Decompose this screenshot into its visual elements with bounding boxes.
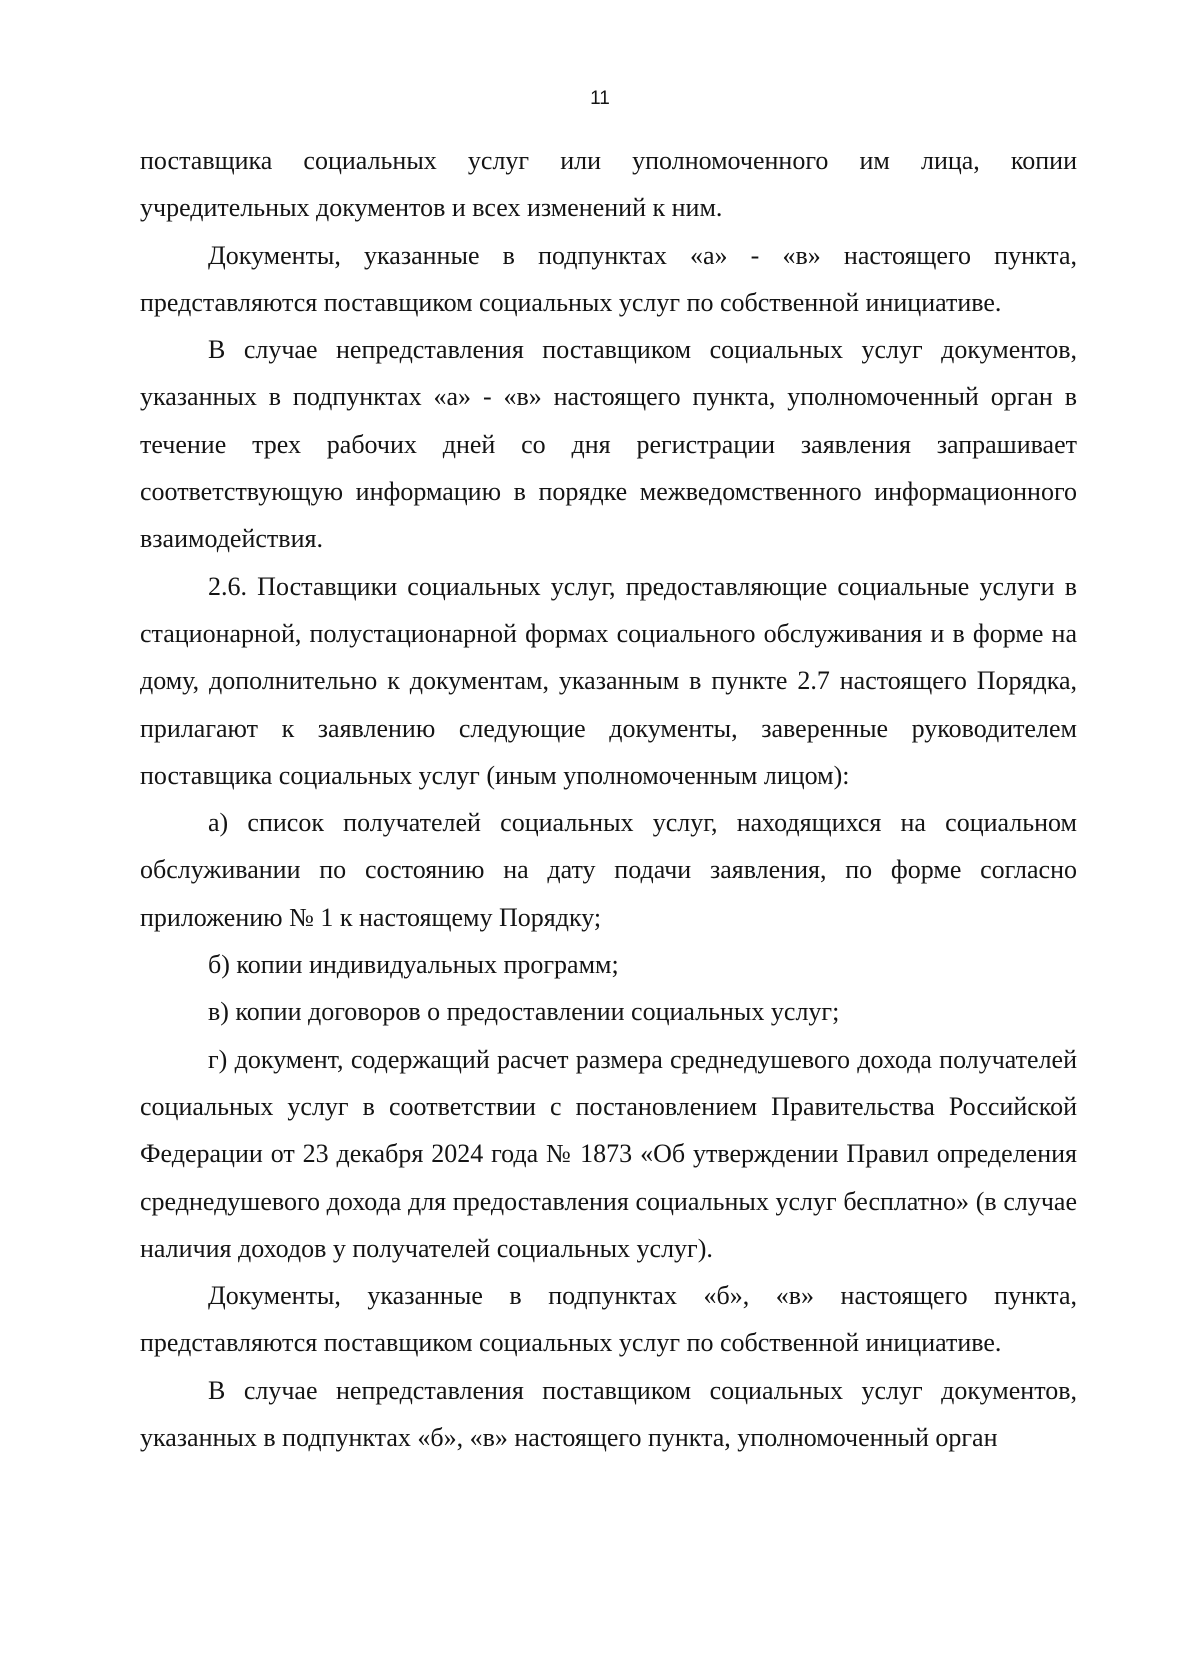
paragraph-nonsubmission-a-v: В случае непредставления поставщиком социальных услуг документов, указанных в подпунктах «а» - «в» настоящего пункта, уполномоченный орган в течение трех рабочих дней со дня регистрации заявления запрашивает соответствующую информацию в порядке межведомственного информационного взаимодействия. (140, 335, 1077, 554)
list-item-b: б) копии индивидуальных программ; (208, 950, 619, 980)
paragraph-documents-a-v: Документы, указанные в подпунктах «а» - «в» настоящего пункта, представляются поставщиком социальных услуг по собственной инициативе. (140, 240, 1077, 317)
paragraph-documents-b-v: Документы, указанные в подпунктах «б», «в» настоящего пункта, представляются поставщиком социальных услуг по собственной инициативе. (140, 1281, 1077, 1358)
paragraph-section-2-6: 2.6. Поставщики социальных услуг, предоставляющие социальные услуги в стационарной, полустационарной формах социального обслуживания и в форме на дому, дополнительно к документам, указанным в пункте 2.7 настоящего Порядка, прилагают к заявлению следующие документы, заверенные руководителем поставщика социальных услуг (иным уполномоченным лицом): (140, 571, 1077, 790)
paragraph-nonsubmission-b-v: В случае непредставления поставщиком социальных услуг документов, указанных в подпунктах «б», «в» настоящего пункта, уполномоченный орган (140, 1375, 1077, 1453)
list-item-a: а) список получателей социальных услуг, находящихся на социальном обслуживании по состоянию на дату подачи заявления, по форме согласно приложению № 1 к настоящему Порядку; (140, 808, 1077, 932)
page-number: 11 (590, 88, 610, 109)
list-item-v: в) копии договоров о предоставлении социальных услуг; (208, 997, 840, 1027)
paragraph-continuation: поставщика социальных услуг или уполномоченного им лица, копии учредительных документов и всех изменений к ним. (140, 146, 1077, 223)
list-item-g: г) документ, содержащий расчет размера среднедушевого дохода получателей социальных услуг в соответствии с постановлением Правительства Российской Федерации от 23 декабря 2024 года № 1873 «Об утверждении Правил определения среднедушевого дохода для предоставления социальных услуг бесплатно» (в случае наличия доходов у получателей социальных услуг). (140, 1044, 1077, 1263)
document-body (140, 137, 1077, 1461)
